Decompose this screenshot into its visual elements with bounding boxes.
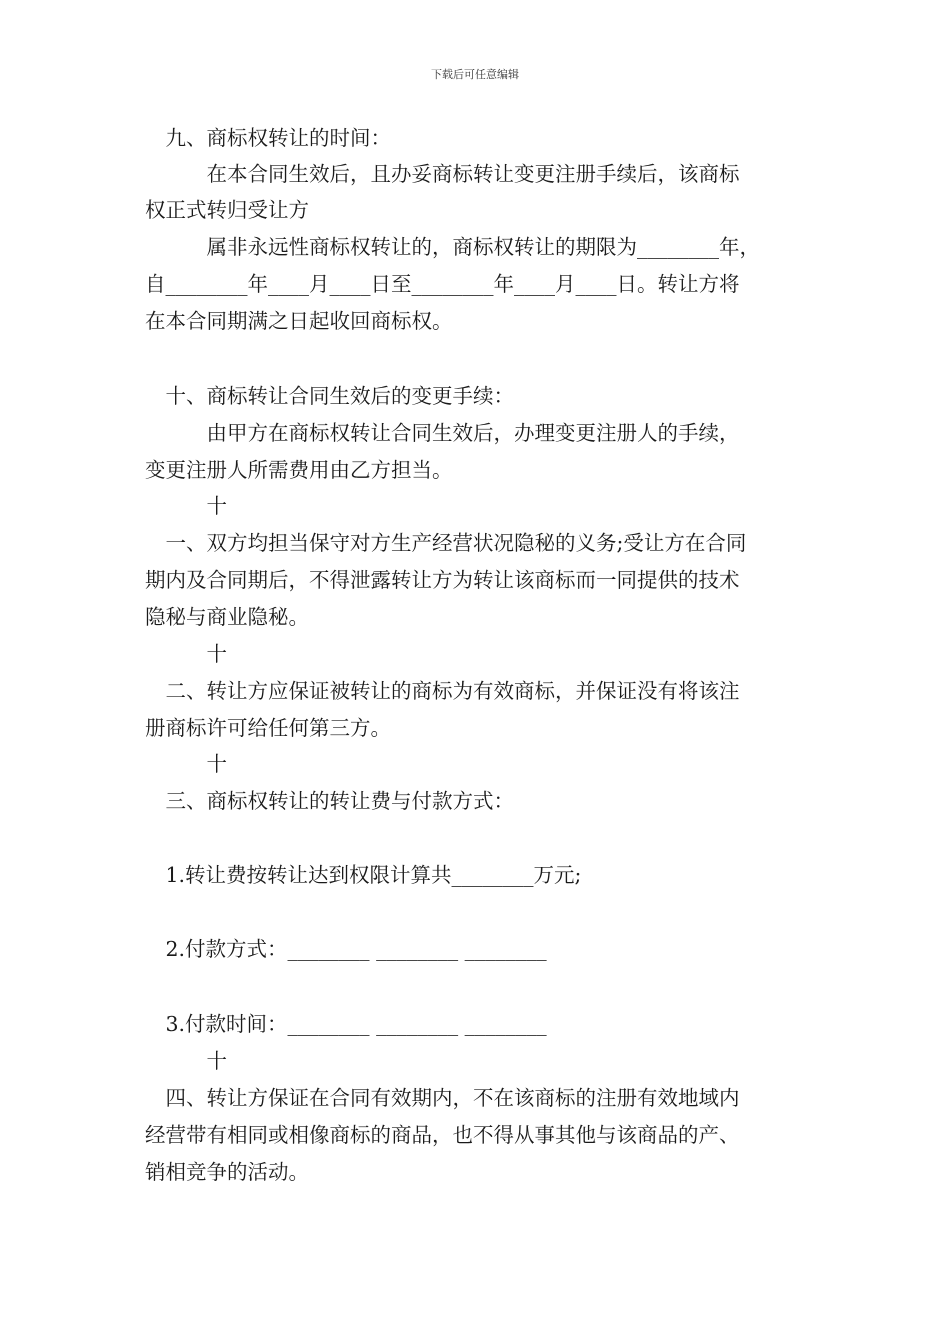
section-12-title: 二、转让方应保证被转让的商标为有效商标，并保证没有将该注 — [145, 679, 740, 703]
paragraph-line: 在本合同期满之日起收回商标权。 — [145, 309, 453, 333]
section-9-title: 九、商标权转让的时间： — [145, 126, 391, 150]
section-14-prefix: 十 — [145, 1049, 227, 1073]
paragraph-line: 属非永远性商标权转让的，商标权转让的期限为________年， — [145, 235, 760, 259]
paragraph-line: 权正式转归受让方 — [145, 198, 309, 222]
paragraph-line: 变更注册人所需费用由乙方担当。 — [145, 458, 453, 482]
list-item-payment-method: 2.付款方式：________ ________ ________ — [145, 937, 547, 961]
section-11-prefix: 十 — [145, 494, 227, 518]
page-header-note: 下载后可任意编辑 — [431, 68, 519, 81]
paragraph-line: 隐秘与商业隐秘。 — [145, 605, 309, 629]
paragraph-line: 期内及合同期后，不得泄露转让方为转让该商标而一同提供的技术 — [145, 568, 740, 592]
paragraph-line: 经营带有相同或相像商标的商品，也不得从事其他与该商品的产、 — [145, 1123, 740, 1147]
paragraph-line: 由甲方在商标权转让合同生效后，办理变更注册人的手续， — [145, 421, 740, 445]
section-12-prefix: 十 — [145, 642, 227, 666]
list-item-fee: 1.转让费按转让达到权限计算共________万元; — [145, 863, 582, 887]
paragraph-line: 自________年____月____日至________年____月____日。转让方将 — [145, 272, 740, 296]
section-10-title: 十、商标转让合同生效后的变更手续： — [145, 384, 514, 408]
section-13-prefix: 十 — [145, 752, 227, 776]
paragraph-line: 册商标许可给任何第三方。 — [145, 716, 391, 740]
paragraph-line: 销相竞争的活动。 — [145, 1160, 309, 1184]
list-item-payment-time: 3.付款时间：________ ________ ________ — [145, 1012, 547, 1036]
paragraph-line: 在本合同生效后，且办妥商标转让变更注册手续后，该商标 — [145, 162, 740, 186]
section-14-title: 四、转让方保证在合同有效期内，不在该商标的注册有效地域内 — [145, 1086, 740, 1110]
section-13-title: 三、商标权转让的转让费与付款方式： — [145, 789, 514, 813]
section-11-title: 一、双方均担当保守对方生产经营状况隐秘的义务;受让方在合同 — [145, 531, 747, 555]
